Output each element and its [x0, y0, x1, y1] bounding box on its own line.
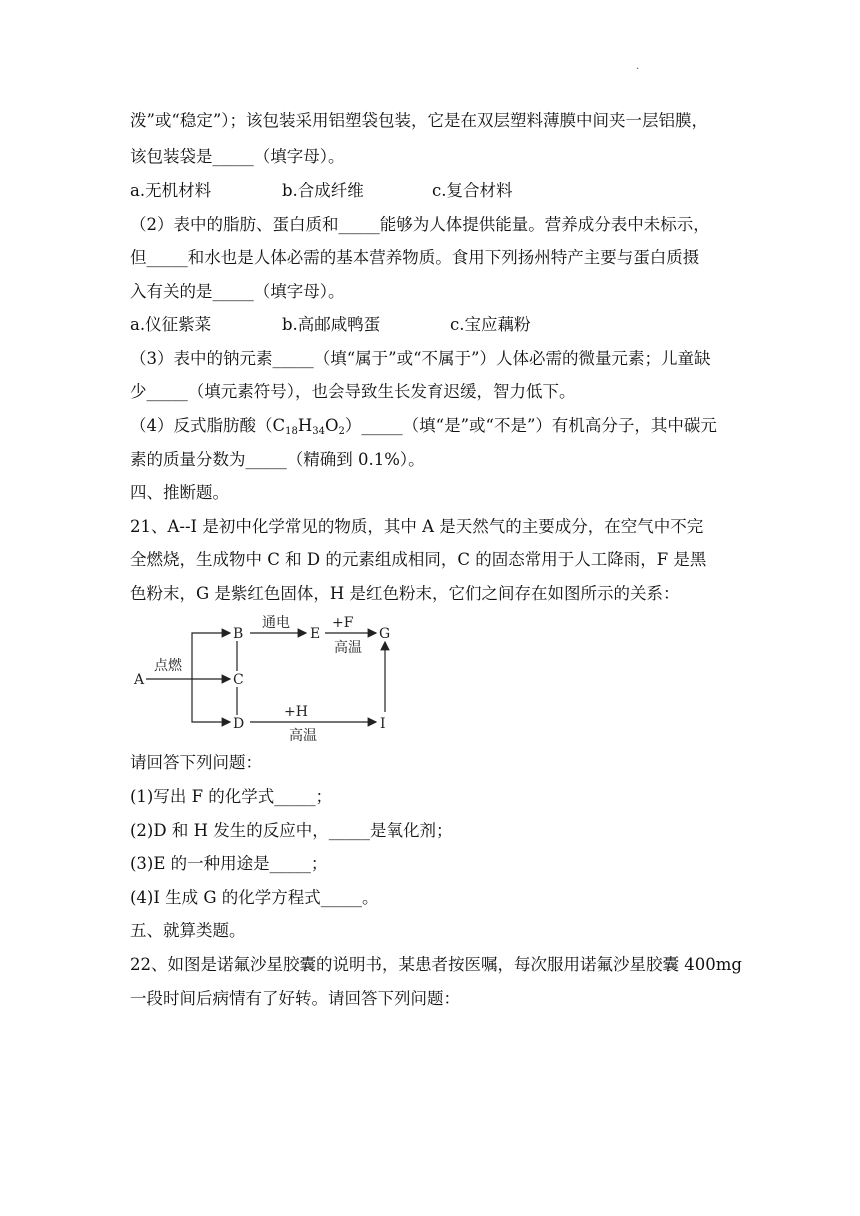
option-a: a.无机材料 [130, 181, 212, 200]
option-c: c.宝应藕粉 [450, 315, 531, 334]
label-electrolysis: 通电 [262, 615, 290, 631]
text-line: 该包装袋是_____（填字母）。 [130, 147, 345, 166]
text-line: (4)I 生成 G 的化学方程式_____。 [130, 888, 379, 907]
text-line: (2)D 和 H 发生的反应中，_____是氧化剂； [130, 821, 453, 840]
option-c: c.复合材料 [432, 181, 513, 200]
option-b: b.合成纤维 [282, 181, 364, 200]
node-e: E [310, 626, 321, 642]
text-line: 少_____（填元素符号），也会导致生长发育迟缓，智力低下。 [130, 382, 576, 401]
node-b: B [233, 626, 244, 642]
label-plus-f: +F [332, 615, 354, 631]
formula-question-line: （4）反式脂肪酸$(C_{18}H_{34}O_2)\_\_\_\_\_$（填“是”或“不是”）有机高分子，其中碳元 [130, 416, 717, 437]
node-c: C [233, 672, 244, 688]
reaction-diagram [132, 614, 412, 746]
option-a: a.仪征紫菜 [130, 315, 212, 334]
text-line: 请回答下列问题： [130, 753, 262, 772]
label-high-temp-1: 高温 [334, 640, 362, 656]
arrow-a-b [192, 633, 230, 679]
arrow-a-d [192, 679, 230, 722]
label-plus-h: +H [284, 704, 308, 720]
text-line: 泼”或“稳定”）；该包装采用铝塑袋包装，它是在双层塑料薄膜中间夹一层铝膜， [130, 111, 709, 130]
text-line: 入有关的是_____（填字母）。 [130, 282, 345, 301]
label-ignite: 点燃 [154, 658, 182, 674]
text-line: 但_____和水也是人体必需的基本营养物质。食用下列扬州特产主要与蛋白质摄 [130, 248, 700, 267]
section-heading: 五、就算类题。 [130, 921, 246, 940]
answer-options [130, 180, 740, 202]
node-a: A [134, 672, 145, 688]
text-line: 全燃烧，生成物中 C 和 D 的元素组成相同，C 的固态常用于人工降雨，F 是黑 [130, 550, 707, 569]
text-line: 色粉末，G 是紫红色固体，H 是红色粉末，它们之间存在如图所示的关系： [130, 584, 680, 603]
option-b: b.高邮咸鸭蛋 [282, 315, 381, 334]
node-d: D [233, 716, 245, 732]
text-line: （2）表中的脂肪、蛋白质和_____能够为人体提供能量。营养成分表中未标示， [130, 215, 710, 234]
text-line: 22、如图是诺氟沙星胶囊的说明书，某患者按医嘱，每次服用诺氟沙星胶囊 400mg [130, 955, 742, 974]
text-line: （3）表中的钠元素_____（填“属于”或“不属于”）人体必需的微量元素；儿童缺 [130, 349, 711, 368]
text-line: 一段时间后病情有了好转。请回答下列问题： [130, 989, 460, 1008]
answer-options [130, 314, 740, 336]
section-heading: 四、推断题。 [130, 483, 229, 502]
page-mark: · [636, 64, 640, 75]
text-line: 素的质量分数为_____（精确到 0.1%）。 [130, 450, 425, 469]
text-line: (3)E 的一种用途是_____； [130, 854, 328, 873]
node-i: I [380, 716, 386, 732]
node-g: G [379, 626, 391, 642]
label-high-temp-2: 高温 [289, 728, 317, 744]
text-line: 21、A--I 是初中化学常见的物质，其中 A 是天然气的主要成分，在空气中不完 [130, 517, 704, 536]
text-line: (1)写出 F 的化学式_____； [130, 787, 333, 806]
